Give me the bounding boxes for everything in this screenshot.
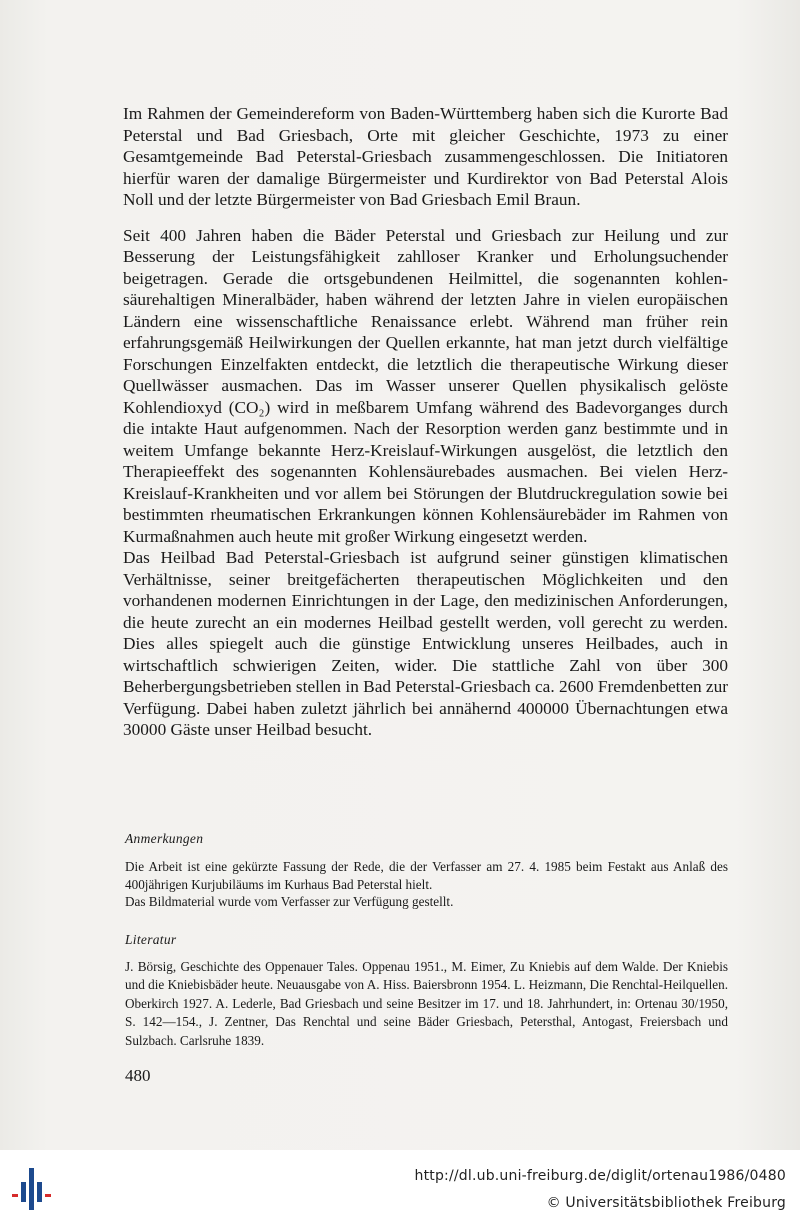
ub-freiburg-logo-icon (10, 1166, 52, 1212)
footer-url-link[interactable]: http://dl.ub.uni-freiburg.de/diglit/ortenau1986/0480 (414, 1168, 786, 1184)
literature-section (125, 958, 728, 1050)
footer-copyright: © Universitätsbibliothek Freiburg (546, 1195, 786, 1211)
article-body (123, 103, 728, 741)
note-line: Das Bildmaterial wurde vom Verfasser zur Verfügung gestellt. (125, 894, 454, 909)
note-line: Die Arbeit ist eine gekürzte Fassung der Rede, die der Verfasser am 27. 4. 1985 beim Festakt aus Anlaß des 400jährigen Kurjubiläums im Kurhaus Bad Peterstal hielt. (125, 859, 728, 892)
page-number: 480 (125, 1066, 151, 1085)
paragraph-spa-today: Das Heilbad Bad Peterstal-Griesbach ist aufgrund seiner günstigen klimatischen Verhältnisse, seiner breitgefächerten therapeutischen Möglichkeiten und den vorhandenen modernen Einrichtungen in der Lage, den medizinischen Anforderungen, die heute zurecht an ein modernes Heilbad gestellt werden, voll gerecht zu werden. Dies alles spiegelt auch die günstige Entwicklung unseres Heilbades, auch in wirtschaftlich schwierigen Zeiten, wider. Die stattliche Zahl von über 300 Beherbergungsbetrieben stellen in Bad Peterstal-Griesbach ca. 2600 Fremdenbetten zur Verfügung. Dabei haben zuletzt jährlich bei annähernd 400000 Übernachtungen etwa 30000 Gäste unser Heilbad besucht. (123, 548, 728, 739)
literature-text: J. Börsig, Geschichte des Oppenauer Tales. Oppenau 1951., M. Eimer, Zu Kniebis auf dem Walde. Der Kniebis und die Kniebisbäder heute. Neuausgabe von A. Hiss. Baiersbronn 1954. L. Heizmann, Die Renchtal-Heilquellen. Oberkirch 1927. A. Lederle, Bad Griesbach und seine Besitzer im 17. und 18. Jahrhundert, in: Ortenau 30/1950, S. 142—154., J. Zentner, Das Renchtal und seine Bäder Griesbach, Petersthal, Antogast, Freiersbach und Sulzbach. Carlsruhe 1839. (125, 959, 728, 1048)
notes-section (125, 858, 728, 911)
notes-heading: Anmerkungen (125, 831, 204, 846)
paragraph-municipal-reform: Im Rahmen der Gemeindereform von Baden-Württemberg haben sich die Kurorte Bad Peterstal und Bad Griesbach, Orte mit gleicher Geschichte, 1973 zu einer Gesamtgemeinde Bad Peterstal-Griesbach zusammengeschlossen. Die Initiatoren hierfür waren der damalige Bürgermeister und Kurdirektor von Bad Peterstal Alois Noll und der letzte Bürgermeister von Bad Griesbach Emil Braun. (123, 104, 728, 209)
literature-heading: Literatur (125, 932, 177, 947)
paragraph-spa-history: Seit 400 Jahren haben die Bäder Peterstal und Griesbach zur Heilung und zur Besserung der Leistungsfähigkeit zahlloser Kranker und Erholungsuchender beigetragen. Gerade die ortsgebundenen Heilmittel, die sogenannten kohlensäurehaltigen Mineralbäder, haben während der letzten Jahre in vielen europäischen Ländern eine wissenschaftliche Renaissance erlebt. Während man früher rein erfahrungsgemäß Heilwirkungen der Quellen erkannte, hat man jetzt durch vielfältige Forschungen Einzelfakten entdeckt, die letztlich die therapeutische Wirkung dieser Quellwässer ausmachen. Das im Wasser unserer Quellen physikalisch gelöste Kohlendioxyd (CO₂) wird in meßbarem Umfang während des Badevorganges durch die intakte Haut aufgenommen. Nach der Resorption werden ganz bestimmte und in weitem Umfange bekannte Herz-Kreislauf-Wirkungen ausgelöst, die letztlich den Therapieeffekt des sogenannten Kohlensäurebades ausmachen. Bei vielen Herz-Kreislauf-Krankheiten und vor allem bei Störungen der Blutdruckregulation sowie bei bestimmten rheumatischen Erkrankungen können Kohlensäurebäder im Rahmen von Kurmaßnahmen auch heute mit großer Wirkung eingesetzt werden. (123, 225, 728, 546)
